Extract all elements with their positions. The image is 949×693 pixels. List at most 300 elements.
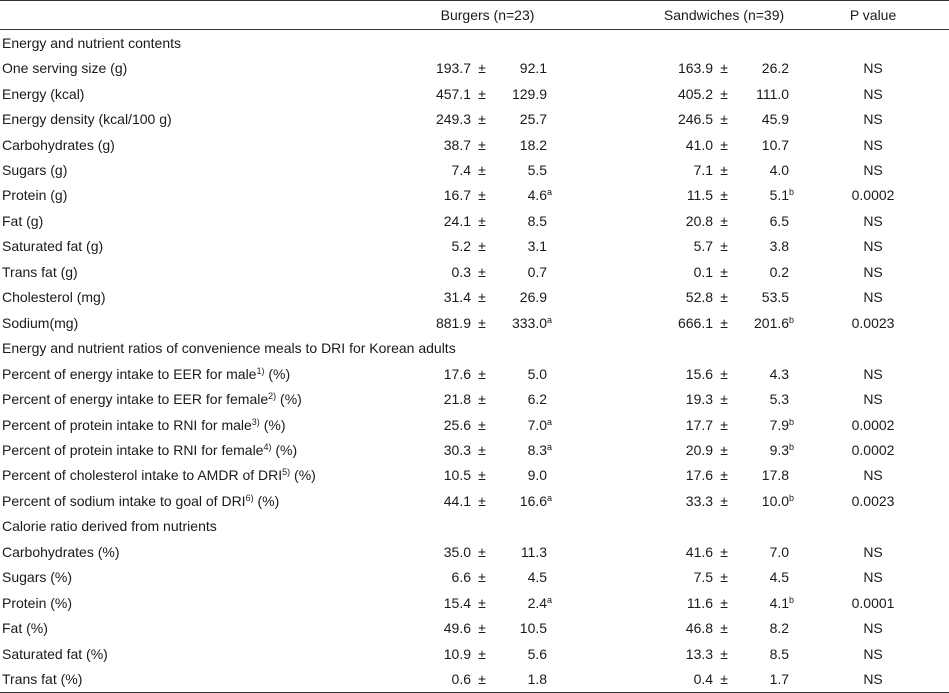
sandwiches-sd-cell [735,208,797,233]
sandwiches-sd-cell [735,539,797,564]
p-value: 0.0002 [851,441,895,458]
row-label-text: One serving size (g) [2,60,128,77]
table-row [0,208,949,233]
row-label [0,81,420,106]
p-value: NS [863,85,883,102]
p-value: 0.0002 [851,416,895,433]
sandwiches-mean: 19.3 [685,391,714,408]
p-value: NS [863,136,883,153]
sandwiches-sd: 53.5 [761,289,790,306]
row-label [0,666,420,692]
plus-minus: ± [478,441,486,458]
plus-minus: ± [720,212,728,229]
sandwiches-sd: 8.2 [769,620,790,637]
burgers-sd: 333.0 [511,314,548,331]
sandwiches-mean: 33.3 [685,492,714,509]
table-row [0,565,949,590]
plus-minus: ± [720,569,728,586]
sandwiches-mean: 13.3 [685,645,714,662]
burgers-sd: 18.2 [519,136,548,153]
p-value: NS [863,111,883,128]
burgers-mean: 21.8 [443,391,471,408]
burgers-mean: 31.4 [443,289,471,306]
section-title: Calorie ratio derived from nutrients [2,518,217,535]
p-value: NS [863,365,883,382]
row-label-unit: (%) [259,416,286,433]
footnote-marker: 6) [245,492,254,503]
plus-minus: ± [720,416,728,433]
burgers-sd-cell [493,55,555,80]
sandwiches-sd-cell: 9.3b [769,441,795,458]
plus-minus: ± [720,162,728,178]
table-row [0,183,949,208]
burgers-mean: 15.4 [443,594,471,611]
plus-minus: ± [478,289,486,306]
sandwiches-mean: 7.5 [693,569,714,586]
plus-minus: ± [478,60,486,77]
burgers-sd-cell [493,132,555,157]
burgers-sd: 92.1 [519,60,548,77]
plus-minus: ± [720,289,728,306]
sandwiches-mean: 7.1 [693,162,714,178]
row-label [0,310,420,335]
burgers-sd-cell [493,386,555,411]
sandwiches-sd-cell [735,386,797,411]
p-value: NS [863,620,883,637]
row-label-text: Fat (%) [2,620,48,637]
sandwiches-mean: 41.0 [685,136,714,153]
row-label-text: Sugars (%) [2,569,73,586]
table-row [0,463,949,488]
p-value: NS [863,212,883,229]
sandwiches-mean: 0.4 [555,666,713,692]
burgers-sd-cell [493,361,555,386]
table-row [0,615,949,640]
section-row [0,335,949,360]
burgers-sd: 26.9 [519,289,548,306]
sandwiches-mean: 11.5 [686,187,714,204]
burgers-sd-cell: 2.4a [527,594,553,611]
section-title: Energy and nutrient contents [2,34,182,51]
header-row [0,1,949,30]
row-label [0,183,420,208]
p-value: 0.0001 [851,594,895,611]
plus-minus: ± [478,187,486,204]
sandwiches-sd-cell: 201.6b [754,314,795,331]
burgers-sd: 2.4 [527,594,548,611]
sandwiches-mean: 666.1 [677,314,714,331]
plus-minus: ± [478,620,486,637]
table-row [0,285,949,310]
plus-minus: ± [478,391,486,408]
row-label-text: Percent of energy intake to EER for female [2,391,269,408]
table-row [0,666,949,692]
header-burgers: Burgers (n=23) [420,1,555,30]
p-value: NS [863,543,883,560]
burgers-mean: 38.7 [443,136,471,153]
table-body [0,30,949,693]
burgers-sd-cell [493,463,555,488]
row-label [0,386,420,411]
burgers-sd-cell [493,641,555,666]
burgers-sd-cell [493,615,555,640]
burgers-mean: 10.5 [443,467,471,484]
row-label-text: Saturated fat (%) [2,645,108,662]
burgers-sd: 1.8 [527,671,548,688]
burgers-mean: 193.7 [435,60,471,77]
sandwiches-sd: 1.7 [769,671,790,688]
header-sandwiches: Sandwiches (n=39) [555,1,797,30]
row-label [0,106,420,131]
table-row [0,157,949,182]
table-row [0,539,949,564]
table-row [0,234,949,259]
sandwiches-mean: 17.6 [685,467,714,484]
plus-minus: ± [720,441,728,458]
burgers-mean: 17.6 [443,365,471,382]
burgers-mean: 49.6 [443,620,471,637]
plus-minus: ± [720,365,728,382]
row-label-text: Energy (kcal) [2,85,85,102]
burgers-mean: 457.1 [435,85,471,102]
row-label-text: Trans fat (g) [2,263,78,280]
sandwiches-sd-cell [735,157,797,182]
sandwiches-sd-cell [735,55,797,80]
row-label-text: Percent of protein intake to RNI for female [2,441,264,458]
sandwiches-mean: 15.6 [685,365,714,382]
row-label [0,488,420,513]
burgers-sd: 129.9 [511,85,548,102]
row-label-text: Protein (g) [2,187,68,204]
sandwiches-sd-cell [735,463,797,488]
row-label [0,285,420,310]
table-row [0,310,949,335]
plus-minus: ± [720,263,728,280]
burgers-mean: 0.6 [420,666,471,692]
table-row [0,488,949,513]
p-value: NS [863,60,883,77]
row-label-text: Trans fat (%) [2,671,83,688]
burgers-sd-cell [493,81,555,106]
p-value: NS [863,467,883,484]
row-label-text: Carbohydrates (%) [2,543,120,560]
plus-minus: ± [720,620,728,637]
sandwiches-sd: 201.6 [754,314,790,331]
sandwiches-sd: 9.3 [769,441,790,458]
sandwiches-sd: 4.3 [769,365,790,382]
sandwiches-mean: 0.1 [693,263,714,280]
burgers-sd: 0.7 [527,263,548,280]
burgers-sd: 3.1 [527,238,548,255]
footnote-marker: 1) [256,365,265,376]
table-row [0,412,949,437]
sandwiches-mean: 20.8 [685,212,714,229]
plus-minus: ± [478,212,486,229]
table-row [0,386,949,411]
sandwiches-sd: 0.2 [769,263,790,280]
burgers-mean: 24.1 [443,212,471,229]
burgers-sd: 11.3 [520,543,548,560]
burgers-sd: 5.0 [527,365,548,382]
burgers-mean: 0.3 [451,263,471,280]
burgers-sd-cell: 16.6a [519,492,553,509]
row-label-text: Percent of sodium intake to goal of DRI [2,492,246,509]
row-label-unit: (%) [271,441,298,458]
plus-minus: ± [478,645,486,662]
p-value: 0.0002 [851,187,895,204]
row-label-unit: (%) [276,391,302,408]
row-label-unit: (%) [253,492,280,509]
burgers-sd-cell [493,208,555,233]
row-label [0,412,420,437]
row-label-text: Saturated fat (g) [2,238,104,255]
p-value: NS [797,666,949,692]
burgers-sd: 6.2 [527,391,548,408]
burgers-sd-cell [493,565,555,590]
sandwiches-sd-cell: 7.9b [769,416,795,433]
plus-minus: ± [478,594,486,611]
plus-minus: ± [478,467,486,484]
row-label-text: Percent of cholesterol intake to AMDR of DRI [2,467,283,484]
sandwiches-sd-cell [735,285,797,310]
row-label [0,208,420,233]
plus-minus: ± [478,569,486,586]
row-label-unit: (%) [264,365,291,382]
plus-minus: ± [720,187,728,204]
burgers-sd-cell [493,234,555,259]
burgers-sd: 4.5 [527,569,548,586]
sandwiches-sd-cell: 5.1b [769,187,795,204]
p-value: NS [863,645,883,662]
plus-minus: ± [471,666,493,692]
header-empty [0,1,420,30]
section-row [0,514,949,539]
row-label [0,157,420,182]
p-value: NS [863,569,883,586]
row-label-unit: (%) [290,467,316,484]
sandwiches-sd-cell [735,565,797,590]
burgers-sd-cell [493,666,555,692]
row-label [0,565,420,590]
sandwiches-sd-cell [735,641,797,666]
burgers-mean: 16.7 [443,187,471,204]
burgers-sd-cell [493,259,555,284]
plus-minus: ± [478,238,486,255]
footnote-marker: 3) [251,416,260,427]
sandwiches-mean: 46.8 [685,620,714,637]
row-label [0,132,420,157]
p-value: NS [863,289,883,306]
sandwiches-sd-cell [735,106,797,131]
sandwiches-mean: 20.9 [685,441,714,458]
row-label-text: Percent of protein intake to RNI for male [2,416,252,433]
sandwiches-sd: 7.9 [769,416,790,433]
burgers-sd: 8.5 [527,212,548,229]
sandwiches-sd: 3.8 [769,238,790,255]
sandwiches-mean: 11.6 [686,594,714,611]
plus-minus: ± [720,238,728,255]
burgers-sd: 16.6 [519,492,548,509]
burgers-sd-cell: 333.0a [511,314,553,331]
row-label [0,539,420,564]
table-row [0,590,949,615]
plus-minus: ± [478,136,486,153]
plus-minus: ± [720,60,728,77]
sandwiches-sd-cell: 4.1b [769,594,795,611]
burgers-sd-cell: 7.0a [527,416,553,433]
section-title: Energy and nutrient ratios of convenience meals to DRI for Korean adults [2,340,456,357]
plus-minus: ± [478,263,486,280]
table-row [0,437,949,462]
plus-minus: ± [478,111,486,128]
row-label [0,55,420,80]
sandwiches-sd-cell [735,234,797,259]
table-row [0,361,949,386]
plus-minus: ± [720,314,728,331]
burgers-mean: 30.3 [443,441,471,458]
p-value: 0.0023 [851,492,895,509]
row-label-text: Percent of energy intake to EER for male [2,365,257,382]
p-value: NS [863,162,883,178]
burgers-sd: 5.6 [527,645,548,662]
sandwiches-sd: 4.1 [769,594,790,611]
plus-minus: ± [720,391,728,408]
sandwiches-mean: 5.7 [693,238,714,255]
burgers-sd: 25.7 [519,111,548,128]
burgers-mean: 249.3 [435,111,471,128]
burgers-sd-cell [493,285,555,310]
plus-minus: ± [720,492,728,509]
plus-minus: ± [478,162,486,178]
burgers-mean: 6.6 [451,569,471,586]
row-label [0,463,420,488]
plus-minus: ± [713,666,735,692]
burgers-sd-cell: 8.3a [527,441,553,458]
footnote-marker: 2) [268,391,277,402]
sandwiches-sd: 4.5 [769,569,790,586]
plus-minus: ± [478,314,486,331]
table-row [0,259,949,284]
row-label [0,361,420,386]
row-label-text: Carbohydrates (g) [2,136,115,153]
section-row [0,30,949,56]
row-label [0,234,420,259]
sandwiches-mean: 41.6 [685,543,714,560]
sandwiches-sd-cell [735,259,797,284]
sandwiches-sd-cell [735,615,797,640]
sandwiches-sd: 8.5 [769,645,790,662]
table-row [0,55,949,80]
table-row [0,81,949,106]
burgers-sd-cell [493,157,555,182]
row-label-text: Sugars (g) [2,162,68,178]
row-label-text: Fat (g) [2,212,44,229]
burgers-sd: 5.5 [527,162,548,178]
sandwiches-sd: 26.2 [761,60,790,77]
plus-minus: ± [720,111,728,128]
sandwiches-sd-cell: 10.0b [761,492,795,509]
plus-minus: ± [720,467,728,484]
table-row [0,641,949,666]
plus-minus: ± [720,594,728,611]
sandwiches-sd-cell [735,81,797,106]
burgers-mean: 44.1 [443,492,471,509]
row-label [0,437,420,462]
burgers-mean: 7.4 [451,162,471,178]
footnote-marker: 5) [282,467,291,478]
sandwiches-sd: 5.3 [769,391,790,408]
plus-minus: ± [720,645,728,662]
sandwiches-sd: 10.0 [761,492,790,509]
burgers-sd-cell [493,539,555,564]
sandwiches-mean: 163.9 [677,60,714,77]
row-label [0,259,420,284]
footnote-marker: 4) [263,441,272,452]
sandwiches-mean: 246.5 [677,111,714,128]
burgers-mean: 10.9 [443,645,471,662]
row-label [0,590,420,615]
p-value: NS [863,391,883,408]
sandwiches-sd: 17.8 [761,467,790,484]
plus-minus: ± [720,543,728,560]
burgers-sd: 8.3 [527,441,548,458]
sandwiches-sd: 6.5 [769,212,790,229]
sandwiches-sd: 111.0 [756,85,790,102]
plus-minus: ± [478,543,486,560]
plus-minus: ± [478,365,486,382]
row-label-text: Energy density (kcal/100 g) [2,111,172,128]
sandwiches-sd: 10.7 [761,136,790,153]
row-label-text: Protein (%) [2,594,73,611]
p-value: 0.0023 [851,314,895,331]
sandwiches-sd-cell [735,132,797,157]
row-label-text: Sodium(mg) [2,314,79,331]
header-p-value: P value [797,1,949,30]
sandwiches-mean: 52.8 [685,289,714,306]
table-row [0,106,949,131]
burgers-sd: 7.0 [527,416,548,433]
sandwiches-sd: 45.9 [761,111,790,128]
sandwiches-sd-cell [735,666,797,692]
burgers-mean: 5.2 [451,238,471,255]
plus-minus: ± [478,85,486,102]
plus-minus: ± [478,492,486,509]
burgers-mean: 35.0 [443,543,471,560]
burgers-sd: 4.6 [527,187,548,204]
table-row [0,132,949,157]
burgers-sd-cell: 4.6a [527,187,553,204]
burgers-mean: 25.6 [443,416,471,433]
plus-minus: ± [720,85,728,102]
sandwiches-sd: 4.0 [769,162,790,178]
plus-minus: ± [720,136,728,153]
row-label [0,641,420,666]
sandwiches-mean: 405.2 [677,85,714,102]
p-value: NS [863,263,883,280]
row-label-text: Cholesterol (mg) [2,289,106,306]
sandwiches-sd: 5.1 [769,187,790,204]
burgers-sd-cell [493,106,555,131]
sandwiches-sd: 7.0 [769,543,790,560]
burgers-sd: 10.5 [519,620,548,637]
plus-minus: ± [478,416,486,433]
burgers-mean: 881.9 [435,314,471,331]
sandwiches-mean: 17.7 [685,416,714,433]
burgers-sd: 9.0 [527,467,548,484]
sandwiches-sd-cell [735,361,797,386]
row-label [0,615,420,640]
p-value: NS [863,238,883,255]
